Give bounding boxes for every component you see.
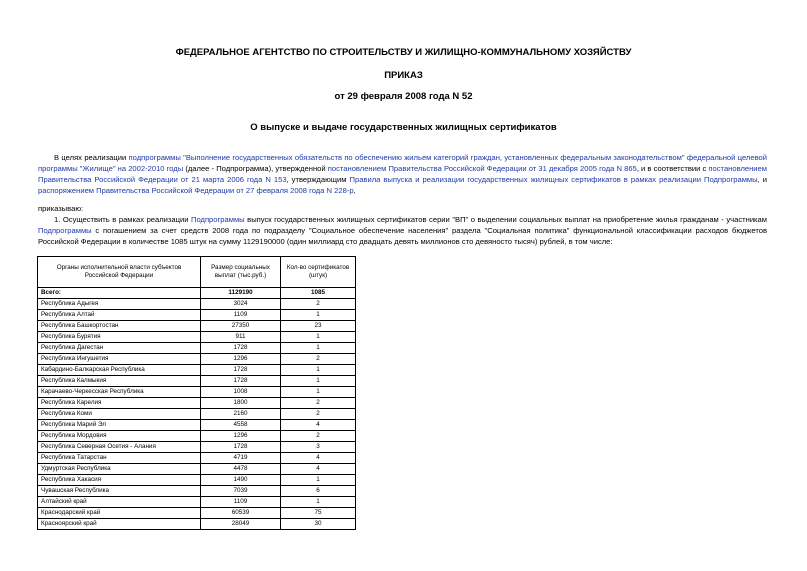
amount-cell: 1728 [201,376,281,387]
region-cell: Краснодарский край [38,508,201,519]
amount-cell: 1800 [201,398,281,409]
link-subprogram-3[interactable]: Подпрограммы [38,226,92,235]
amount-cell: 1008 [201,387,281,398]
table-total-row [38,288,356,299]
count-cell: 2 [281,409,356,420]
count-cell: 1 [281,387,356,398]
count-cell: 1 [281,343,356,354]
amount-cell: 4719 [201,453,281,464]
table-row [38,431,356,442]
amount-cell: 7039 [201,486,281,497]
count-cell: 2 [281,354,356,365]
count-cell: 2 [281,299,356,310]
count-cell: 75 [281,508,356,519]
table-row [38,332,356,343]
region-cell: Республика Дагестан [38,343,201,354]
region-cell: Республика Карелия [38,398,201,409]
doc-type-heading: ПРИКАЗ [384,70,423,81]
count-cell: 4 [281,453,356,464]
table-row [38,453,356,464]
region-cell: Алтайский край [38,497,201,508]
table-row [38,420,356,431]
agency-heading: ФЕДЕРАЛЬНОЕ АГЕНТСТВО ПО СТРОИТЕЛЬСТВУ И ЖИЛИЩНО-КОММУНАЛЬНОМУ ХОЗЯЙСТВУ [175,47,632,58]
region-cell: Карачаево-Черкесская Республика [38,387,201,398]
table-row [38,497,356,508]
amount-cell: 60539 [201,508,281,519]
link-subprogram[interactable]: подпрограммы "Выполнение государственных обязательств по обеспечению жильем категорий граждан, установленных федеральным законодательством" федеральной целевой программы "Жилище" на 2002-2010 годы [38,153,768,173]
link-order-228[interactable]: распоряжением Правительства Российской Федерации от 27 февраля 2008 года N 228-р [38,186,354,195]
amount-cell: 4558 [201,420,281,431]
region-cell: Республика Бурятия [38,332,201,343]
date-number: от 29 февраля 2008 года N 52 [334,91,473,102]
intro-paragraph: В целях реализации подпрограммы "Выполнение государственных обязательств по обеспечению жильем категорий граждан, установленных федеральным законодательством" федеральной целевой программы "Жилище" на 2002-2010 годы (далее - Подпрограмма), утвержденной постановлением Правительства Российской Федерации от 31 декабря 2005 года N 865, и в соответствии с постановлением Правительства Российской Федерации от 21 марта 2006 года N 153, утверждающим Правила выпуска и реализации государственных жилищных сертификатов в рамках реализации Подпрограммы, и распоряжением Правительства Российской Федерации от 27 февраля 2008 года N 228-р, [38,153,768,195]
order-word: приказываю: [38,204,84,213]
amount-cell: 1109 [201,310,281,321]
link-resolution-153[interactable]: постановлением Правительства Российской Федерации от 21 марта 2006 года N 153 [38,164,767,184]
count-cell: 2 [281,431,356,442]
table-row [38,519,356,530]
table-row [38,409,356,420]
amount-cell: 28049 [201,519,281,530]
table-row [38,310,356,321]
region-cell: Республика Ингушетия [38,354,201,365]
table-row [38,442,356,453]
region-cell: Красноярский край [38,519,201,530]
table-row [38,398,356,409]
table-header-row [38,257,356,288]
region-cell: Республика Калмыкия [38,376,201,387]
count-cell: 4 [281,420,356,431]
region-cell: Республика Хакасия [38,475,201,486]
region-cell: Кабардино-Балкарская Республика [38,365,201,376]
region-cell: Республика Северная Осетия - Алания [38,442,201,453]
certificates-table [37,256,356,530]
count-cell: 30 [281,519,356,530]
count-cell: 1 [281,365,356,376]
count-cell: 1 [281,376,356,387]
amount-cell: 27350 [201,321,281,332]
region-cell: Чувашская Республика [38,486,201,497]
amount-cell: 1728 [201,343,281,354]
header-count: Кол-во сертификатов (штук) [281,257,356,288]
count-cell: 1 [281,497,356,508]
region-cell: Республика Башкортостан [38,321,201,332]
amount-cell: 1296 [201,354,281,365]
count-cell: 2 [281,398,356,409]
clause-1-paragraph: 1. Осуществить в рамках реализации Подпрограммы выпуск государственных жилищных сертификатов серии "ВП" о выделении социальных выплат на приобретение жилья гражданам - участникам Подпрограммы с погашением за счет средств 2008 года по подразделу "Социальное обеспечение населения" раздела "Социальная политика" функциональной классификации расходов бюджетов Российской Федерации в количестве 1085 штук на сумму 1129190000 (один миллиард сто двадцать девять миллионов сто девяносто тысяч) рублей, в том числе: [38,215,767,246]
link-subprogram-2[interactable]: Подпрограммы [191,215,245,224]
count-cell: 6 [281,486,356,497]
region-cell: Республика Мордовия [38,431,201,442]
region-cell: Республика Адыгея [38,299,201,310]
link-rules[interactable]: Правила выпуска и реализации государственных жилищных сертификатов в рамках реализации Подпрограммы [349,175,758,184]
amount-cell: 1296 [201,431,281,442]
document-title: О выпуске и выдаче государственных жилищных сертификатов [250,122,557,133]
table-row [38,321,356,332]
amount-cell: 4478 [201,464,281,475]
amount-cell: 1728 [201,442,281,453]
table-row [38,354,356,365]
table-row [38,387,356,398]
region-cell: Республика Марий Эл [38,420,201,431]
count-cell: 4 [281,464,356,475]
table-row [38,299,356,310]
table-row [38,376,356,387]
total-count: 1085 [281,288,356,299]
table-row [38,343,356,354]
amount-cell: 2160 [201,409,281,420]
table-row [38,475,356,486]
total-label: Всего: [38,288,201,299]
link-resolution-865[interactable]: постановлением Правительства Российской Федерации от 31 декабря 2005 года N 865 [327,164,637,173]
table-row [38,464,356,475]
count-cell: 1 [281,310,356,321]
header-amount: Размер социальных выплат (тыс.руб.) [201,257,281,288]
header-region: Органы исполнительной власти субъектов Российской Федерации [38,257,201,288]
region-cell: Удмуртская Республика [38,464,201,475]
amount-cell: 911 [201,332,281,343]
table-row [38,508,356,519]
count-cell: 1 [281,332,356,343]
amount-cell: 1109 [201,497,281,508]
total-amount: 1129190 [201,288,281,299]
count-cell: 23 [281,321,356,332]
region-cell: Республика Татарстан [38,453,201,464]
table-row [38,486,356,497]
count-cell: 3 [281,442,356,453]
region-cell: Республика Алтай [38,310,201,321]
amount-cell: 3024 [201,299,281,310]
table-row [38,365,356,376]
amount-cell: 1490 [201,475,281,486]
region-cell: Республика Коми [38,409,201,420]
amount-cell: 1728 [201,365,281,376]
count-cell: 1 [281,475,356,486]
